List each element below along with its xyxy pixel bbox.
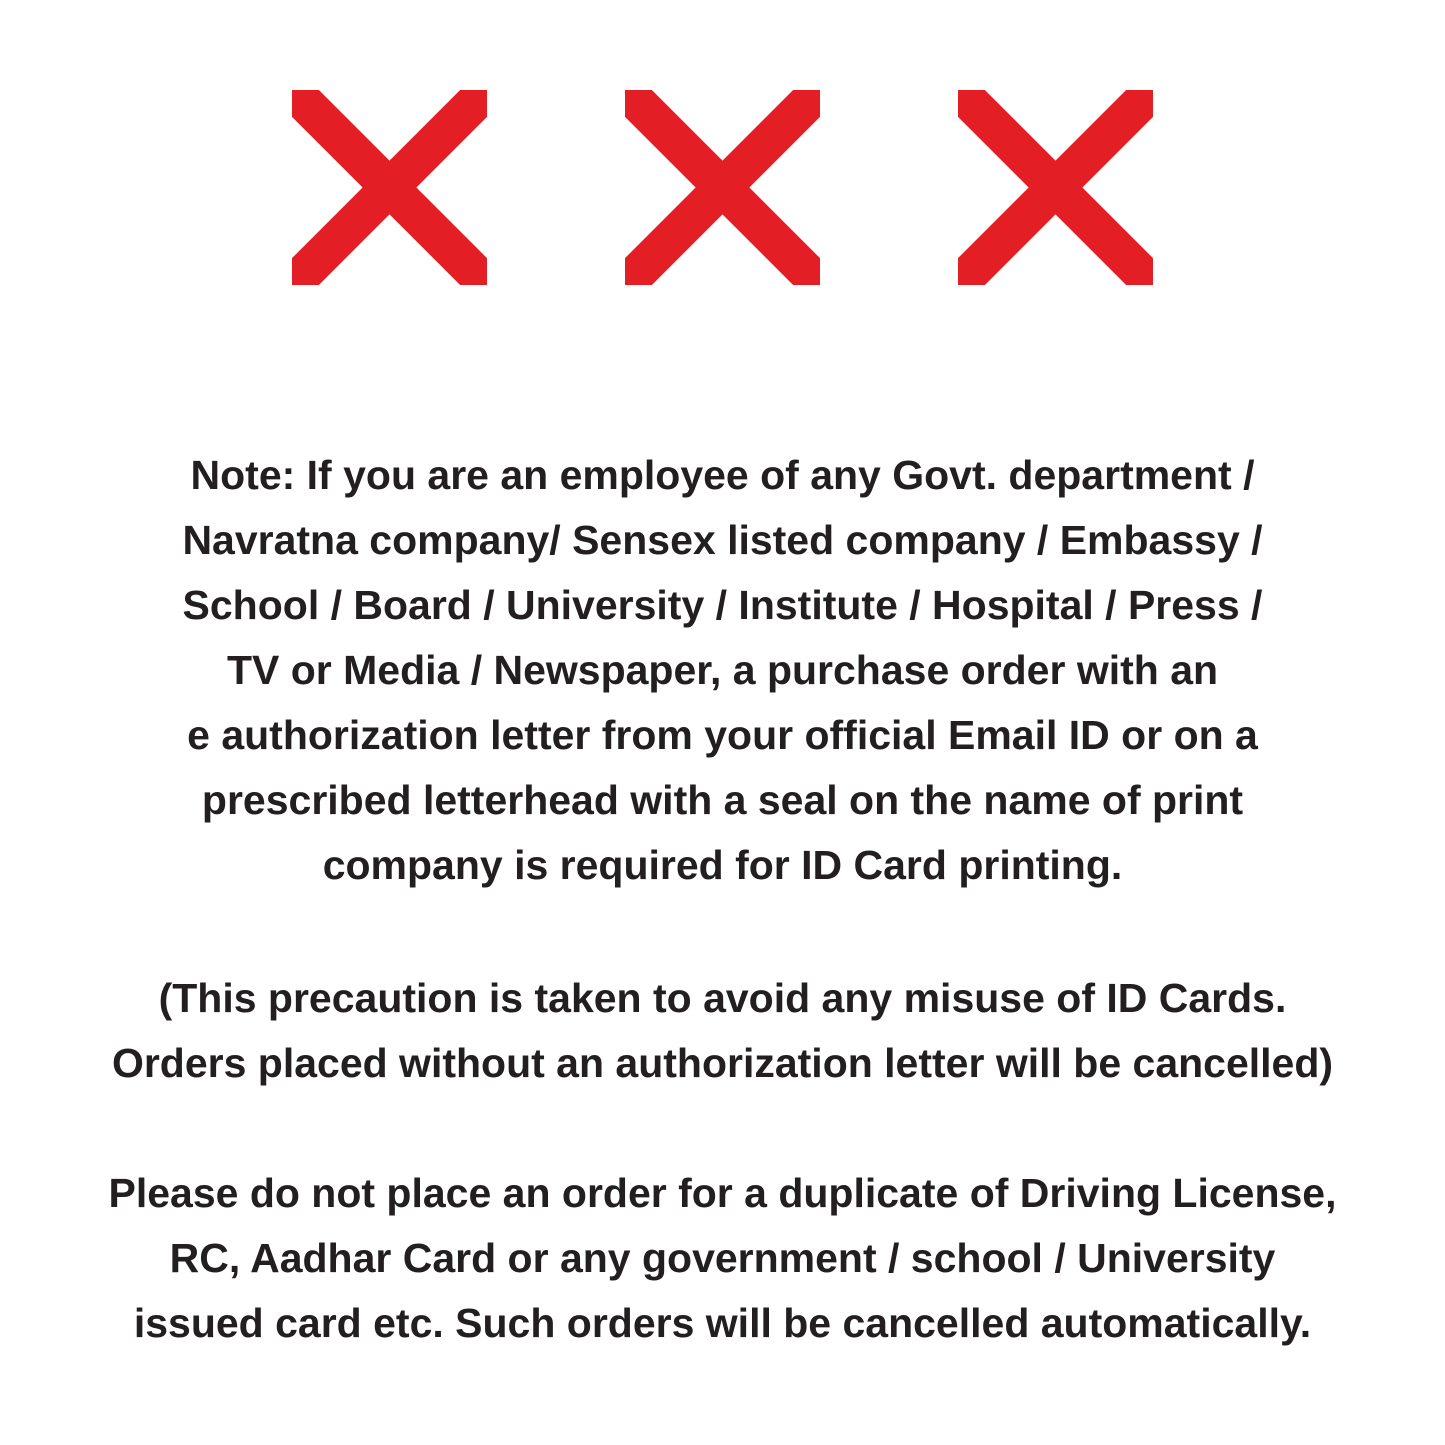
warning-paragraph xyxy=(0,1161,1445,1356)
precaution-paragraph xyxy=(0,966,1445,1096)
note-paragraph xyxy=(0,443,1445,898)
warning-line: RC, Aadhar Card or any government / school / University xyxy=(169,1235,1276,1281)
warning-line: Please do not place an order for a duplicate of Driving License, xyxy=(108,1170,1337,1216)
close-icon xyxy=(958,90,1153,285)
note-line: company is required for ID Card printing. xyxy=(322,842,1123,888)
note-line: TV or Media / Newspaper, a purchase order with an xyxy=(226,647,1219,693)
precaution-line: Orders placed without an authorization letter will be cancelled) xyxy=(111,1040,1334,1086)
warning-line: issued card etc. Such orders will be cancelled automatically. xyxy=(133,1300,1312,1346)
precaution-line: (This precaution is taken to avoid any misuse of ID Cards. xyxy=(158,975,1287,1021)
cross-icons-row xyxy=(0,90,1445,285)
note-line: Navratna company/ Sensex listed company / Embassy / xyxy=(182,517,1263,563)
close-icon xyxy=(625,90,820,285)
close-icon xyxy=(292,90,487,285)
note-line: Note: If you are an employee of any Govt. department / xyxy=(190,452,1255,498)
note-line: e authorization letter from your official Email ID or on a xyxy=(187,712,1258,758)
note-line: prescribed letterhead with a seal on the name of print xyxy=(201,777,1244,823)
note-line: School / Board / University / Institute / Hospital / Press / xyxy=(182,582,1263,628)
